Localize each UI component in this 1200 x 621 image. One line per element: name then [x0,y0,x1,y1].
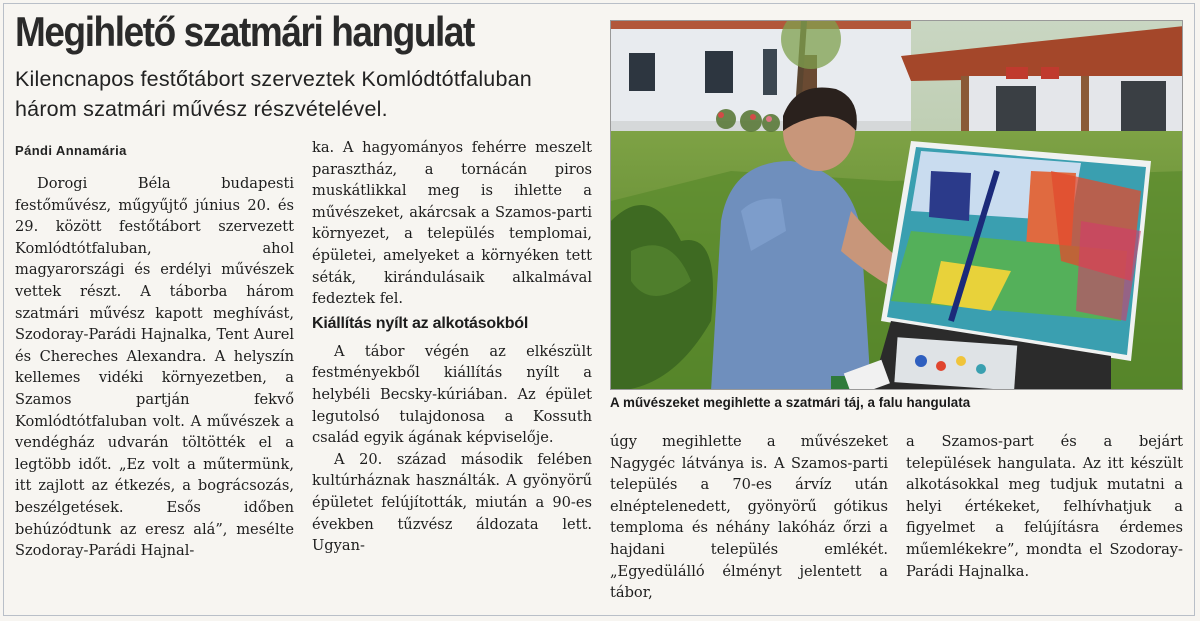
paragraph: A tábor végén az elkészült festményekből kiállítás nyílt a helybéli Becsky-kúriában. Az épület legutolsó tulajdonosa a Kossuth család egyik ágának képviselője. [312,342,592,447]
painter-photo-illustration [611,21,1183,390]
paragraph: Dorogi Béla budapesti festőművész, műgyűjtő június 20. és 29. között festőtábort szervezett Komlódtótfaluban, ahol magyarországi és erdélyi művészek vettek részt. A táborba három szatmári művész kapott meghívást, Szodoray-Parádi Hajnalka, Tent Aurel és Chereches Alexandra. A helyszín kellemes vidéki környezetben, a Szamos partján fekvő Komlódtótfaluban volt. A művészek a vendégház udvarán töltötték el a legtöbb időt. „Ez volt a műtermünk, itt zajlott az étkezés, a bográcsozás, beszélgetések. Esős időben behúzódtunk az eresz alá”, mesélte Szodoray-Parádi Hajnal- [15,175,294,560]
paragraph: úgy megihlette a művészeket Nagygéc látványa is. A Szamos-parti település a 70-es árvíz után elnéptelenedett, gyönyörű gótikus temploma és néhány lakóház őrzi a hajdani település emlékét. „Egyedülálló élményt jelentett a tábor, [610,433,888,602]
column-2 [312,137,592,557]
painting-on-easel [871,141,1151,390]
byline: Pándi Annamária [15,143,127,158]
column-1 [15,173,294,562]
paragraph: A 20. század második felében kultúrháznak használták. A gyönyörű épületet felújították, miután a 90-es években tűzvész áldozata lett. Ugyan- [312,450,592,555]
column-4 [906,431,1183,582]
house-left [611,21,911,133]
column-3 [610,431,888,604]
subheadline: Kilencnapos festőtábort szerveztek Komlódtótfaluban három szatmári művész részvételével. [15,67,532,121]
photo-caption: A művészeket megihlette a szatmári táj, a falu hangulata [610,395,971,410]
article-photo [610,20,1183,390]
paragraph: a Szamos-part és a bejárt települések hangulata. Az itt készült alkotásokkal meg tudjuk mutatni a helyi értékeket, felhívhatjuk a figyelmet a felújításra érdemes műemlékekre”, mondta el Szodoray-Parádi Hajnalka. [906,433,1183,580]
section-subheading: Kiállítás nyílt az alkotásokból [312,314,529,332]
headline: Megihlető szatmári hangulat [15,8,474,55]
paragraph: ka. A hagyományos fehérre meszelt parasztház, a tornácán piros muskátlikkal meg is ihlette a művészeket, akárcsak a Szamos-parti környezet, a település templomai, épületei, amelyeket a környéken tett séták, kirándulásaik alkalmával fedeztek fel. [312,139,592,308]
